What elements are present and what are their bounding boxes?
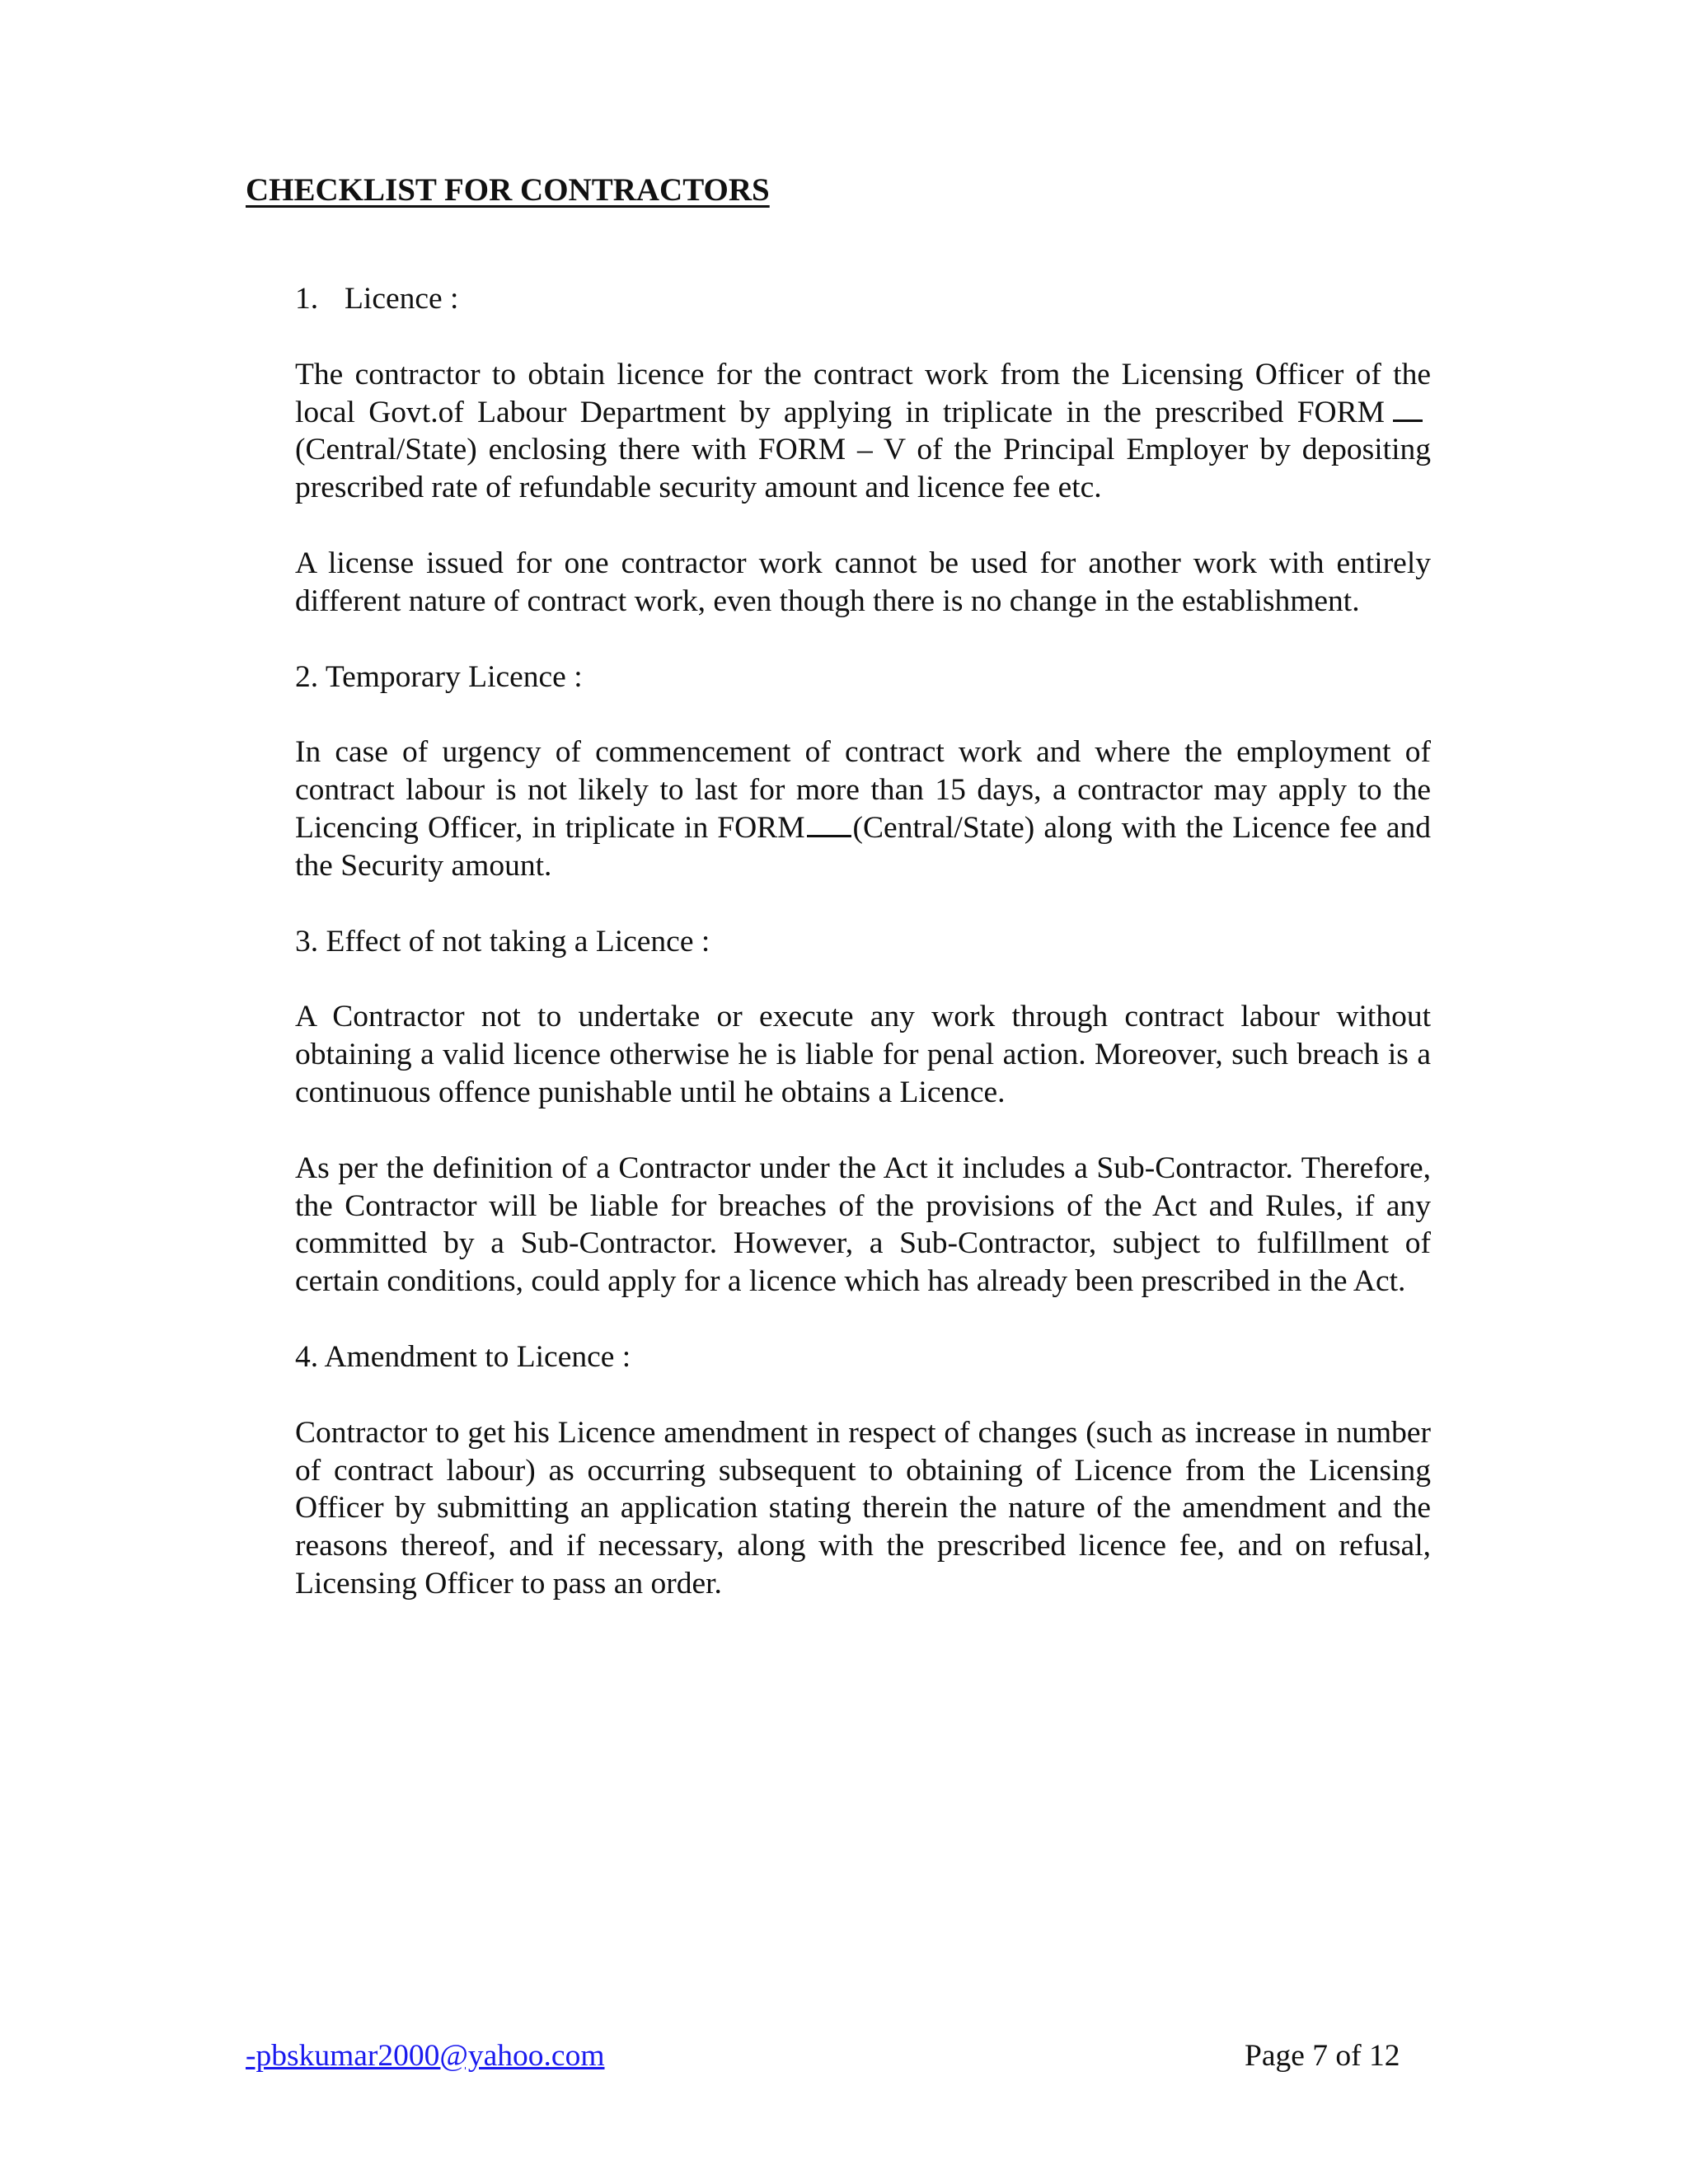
document-body [295, 280, 1431, 1603]
paragraph-text: The contractor to obtain licence for the contract work from the Licensing Officer of the local Govt.of Labour Department by applying in triplicate in the prescribed FORM [295, 357, 1431, 429]
form-blank [807, 810, 851, 837]
section-title: Temporary Licence : [325, 659, 583, 694]
section-title: Amendment to Licence : [324, 1339, 631, 1374]
section-heading-licence [295, 280, 1431, 318]
paragraph: Contractor to get his Licence amendment in respect of changes (such as increase in number of contract labour) as occurring subsequent to obtaining of Licence from the Licensing Officer by submitting an application stating therein the nature of the amendment and the reasons thereof, and if necessary, along with the prescribed licence fee, and on refusal, Licensing Officer to pass an order. [295, 1415, 1431, 1601]
page-title: CHECKLIST FOR CONTRACTORS [246, 172, 770, 208]
section-heading-effect-of-not-taking-licence [295, 923, 1431, 961]
paragraph [295, 356, 1431, 507]
section-number: 4. [295, 1339, 319, 1374]
section-title: Effect of not taking a Licence : [326, 924, 710, 958]
footer-email-link[interactable]: -pbskumar2000@yahoo.com [246, 2039, 605, 2073]
paragraph-text: In case of urgency of commencement of contract work and where the employment of contract labour is not likely to last for more than 15 days, a contractor may apply to the Licencing Officer, in triplicate in FORM [295, 735, 1431, 845]
paragraph [295, 733, 1431, 884]
form-blank [1393, 395, 1423, 422]
section-number: 1. [295, 282, 319, 316]
page-number: Page 7 of 12 [1245, 2039, 1400, 2073]
paragraph-text: (Central/State) enclosing there with FORM – V of the Principal Employer by depositing prescribed rate of refundable security amount and licence fee etc. [295, 433, 1431, 505]
section-number: 3. [295, 924, 319, 958]
section-title: Licence : [345, 282, 459, 316]
paragraph: As per the definition of a Contractor under the Act it includes a Sub-Contractor. Therefore, the Contractor will be liable for breaches of the provisions of the Act and Rules, if any committed by a Sub-Contractor. However, a Sub-Contractor, subject to fulfillment of certain conditions, could apply for a licence which has already been prescribed in the Act. [295, 1151, 1431, 1299]
section-number: 2. [295, 659, 319, 694]
paragraph-text: (Central/State) along with the Licence fee and the Security amount. [295, 810, 1431, 883]
section-heading-amendment-to-licence [295, 1338, 1431, 1376]
paragraph: A Contractor not to undertake or execute any work through contract labour without obtaining a valid licence otherwise he is liable for penal action. Moreover, such breach is a continuous offence punishable until he obtains a Licence. [295, 1000, 1431, 1109]
paragraph: A license issued for one contractor work cannot be used for another work with entirely different nature of contract work, even though there is no change in the establishment. [295, 546, 1431, 618]
section-heading-temporary-licence [295, 658, 1431, 696]
